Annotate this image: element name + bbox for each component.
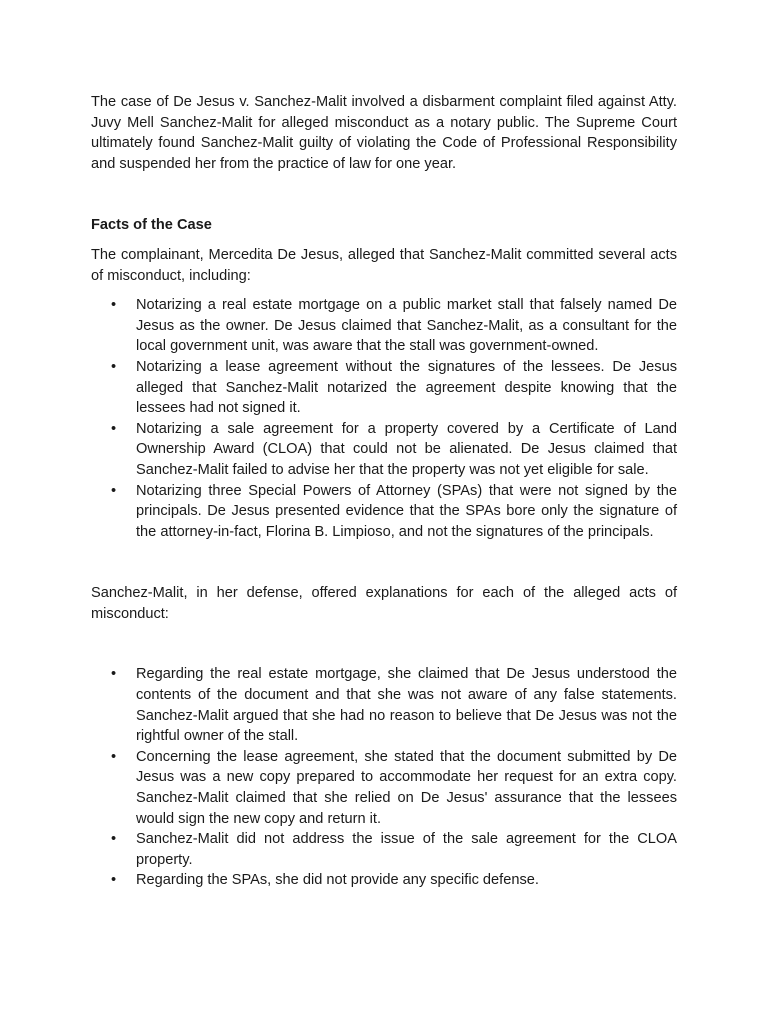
list-item <box>91 664 677 746</box>
bullet-icon: • <box>111 831 117 848</box>
list-item <box>91 419 677 481</box>
bullet-icon: • <box>111 297 117 314</box>
list-item-text: Notarizing a sale agreement for a property covered by a Certificate of Land Ownership Award (CLOA) that could not be alienated. De Jesus claimed that Sanchez-Malit failed to advise her that the property was not yet eligible for sale. <box>136 420 677 478</box>
document-page <box>91 92 677 891</box>
bullet-icon: • <box>111 420 117 437</box>
intro-paragraph: The case of De Jesus v. Sanchez-Malit involved a disbarment complaint filed against Atty. Juvy Mell Sanchez-Malit for alleged misconduct as a notary public. The Supreme Court ultimately found Sanchez-Malit guilty of violating the Code of Professional Responsibility and suspended her from the practice of law for one year. <box>91 94 677 172</box>
list-item-text: Notarizing a lease agreement without the signatures of the lessees. De Jesus alleged that Sanchez-Malit notarized the agreement despite knowing that the lessees had not signed it. <box>136 358 677 417</box>
bullet-icon: • <box>111 666 117 683</box>
list-item <box>91 481 677 543</box>
list-item <box>91 747 677 829</box>
list-item-text: Notarizing three Special Powers of Attorney (SPAs) that were not signed by the principals. De Jesus presented evidence that the SPAs bore only the signature of the attorney-in-fact, Florina B. Limpioso, and not the signatures of the principals. <box>136 482 677 540</box>
bullet-icon: • <box>111 872 117 889</box>
bullet-icon: • <box>111 358 117 375</box>
facts-lead-paragraph: The complainant, Mercedita De Jesus, alleged that Sanchez-Malit committed several acts of misconduct, including: <box>91 246 677 284</box>
list-item <box>91 295 677 357</box>
bullet-icon: • <box>111 748 117 765</box>
list-item-text: Notarizing a real estate mortgage on a public market stall that falsely named De Jesus as the owner. De Jesus claimed that Sanchez-Malit, as a consultant for the local government unit, was aware that the stall was government-owned. <box>136 297 677 355</box>
list-item-text: Sanchez-Malit did not address the issue of the sale agreement for the CLOA property. <box>136 831 677 868</box>
list-item-text: Concerning the lease agreement, she stated that the document submitted by De Jesus was a new copy prepared to accommodate her request for an extra copy. Sanchez-Malit claimed that she relied on De Jesus' assurance that the lessees would sign the new copy and return it. <box>136 748 677 827</box>
list-item <box>91 357 677 419</box>
list-item-text: Regarding the SPAs, she did not provide any specific defense. <box>136 872 539 889</box>
list-item-text: Regarding the real estate mortgage, she claimed that De Jesus understood the contents of the document and that she was not aware of any false statements. Sanchez-Malit argued that she had no reason to believe that De Jesus was not the rightful owner of the stall. <box>136 666 677 745</box>
section-heading-facts: Facts of the Case <box>91 217 212 234</box>
defense-list <box>91 664 677 891</box>
list-item <box>91 829 677 870</box>
bullet-icon: • <box>111 482 117 499</box>
defense-lead-paragraph: Sanchez-Malit, in her defense, offered explanations for each of the alleged acts of misconduct: <box>91 585 677 622</box>
facts-list <box>91 295 677 542</box>
list-item <box>91 870 677 891</box>
